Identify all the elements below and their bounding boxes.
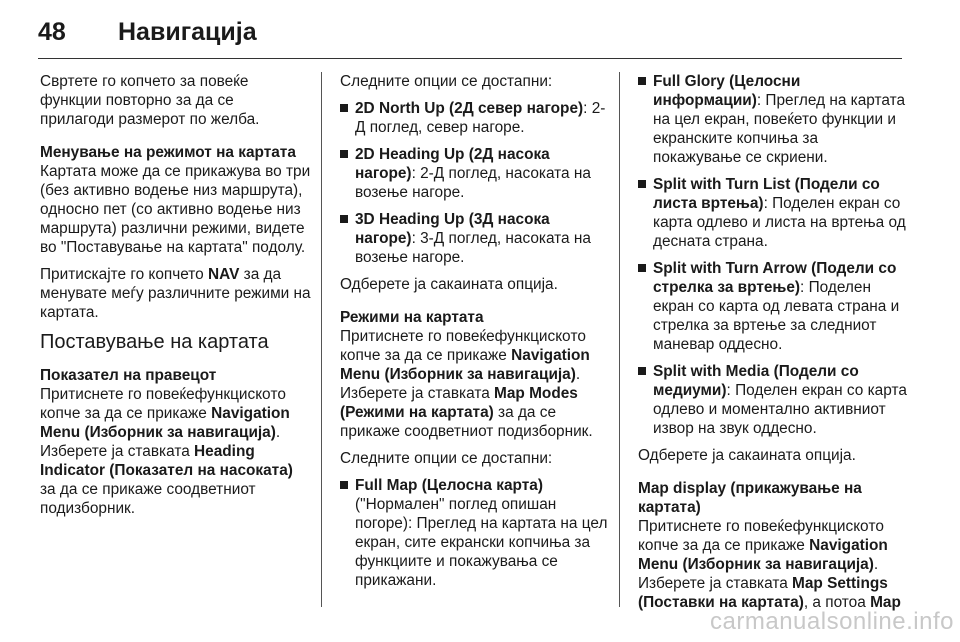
paragraph: Притискајте го копчето NAV за да менувате меѓу различните режими на картата. xyxy=(40,266,311,321)
list-item: Full Glory (Целосни информации): Преглед на картата на цел екран, повеќето функции и екранските копчиња за покажување се скриени. xyxy=(638,72,908,167)
section-heading-heading-indicator: Показател на правецот xyxy=(40,367,217,384)
square-bullet-icon xyxy=(638,180,646,188)
square-bullet-icon xyxy=(638,264,646,272)
paragraph: Свртете го копчето за повеќе функции повторно за да се прилагоди размерот по желба. xyxy=(40,73,260,128)
section-heading-map-modes: Режими на картата xyxy=(340,309,484,326)
paragraph: Одберете ја сакаината опција. xyxy=(340,276,558,293)
watermark: carmanualsonline.info xyxy=(710,608,954,635)
list-item: 3D Heading Up (3Д насока нагоре): 3-Д поглед, насоката на возење нагоре. xyxy=(340,210,610,267)
paragraph: Притиснете го повеќефункцискoто копче за да се прикаже Navigation Menu (Изборник за навигација). Изберете ја ставката Map Settings (Поставки на картата), а потоа Map xyxy=(638,518,901,611)
list-item: Split with Turn List (Подели со листа вртења): Поделен екран со карта одлево и листа на вртења од десната страна. xyxy=(638,175,908,251)
column-divider-1 xyxy=(321,72,322,607)
header-rule xyxy=(38,58,902,59)
paragraph: Одберете ја сакаината опција. xyxy=(638,447,856,464)
page-title: Навигација xyxy=(118,18,257,46)
list-item: Full Map (Целосна карта) ("Нормален" поглед опишан погоре): Преглед на картата на цел екран, сите екрански копчиња за функциите и покажувања се прикажани. xyxy=(340,476,610,590)
nav-key-label: NAV xyxy=(208,266,240,283)
paragraph: Картата може да се прикажува во три (без активно водење низ маршрута), односно пет (со активно водење низ маршрута) различни режими, видете во "Поставување на картата" подолу. xyxy=(40,163,311,256)
paragraph: Следните опции се достапни: xyxy=(340,450,553,467)
options-list xyxy=(340,476,610,590)
square-bullet-icon xyxy=(340,215,348,223)
list-item: Split with Media (Подели со медиуми): Поделен екран со карта одлево и моментално активниот извор на звук оддесно. xyxy=(638,362,908,438)
column-2 xyxy=(340,72,610,598)
paragraph: Притиснете го повеќефункцискoто копче за да се прикаже Navigation Menu (Изборник за навигација). Изберете ја ставката Map Modes (Режими на картата) за да се прикаже соодветниот подизборник. xyxy=(340,328,593,440)
column-divider-2 xyxy=(619,72,620,607)
square-bullet-icon xyxy=(638,77,646,85)
page-header xyxy=(0,0,960,64)
section-heading-map-mode: Менување на режимот на картата xyxy=(40,144,296,161)
column-3 xyxy=(638,72,908,620)
square-bullet-icon xyxy=(340,150,348,158)
paragraph: Следните опции се достапни: xyxy=(340,73,553,90)
paragraph: Притиснете го повеќефункцискoто копче за да се прикаже Navigation Menu (Изборник за навигација). Изберете ја ставката Heading Indicator (Показател на насоката) за да се прикаже соодветниот подизборник. xyxy=(40,386,293,517)
column-1 xyxy=(40,72,312,526)
options-list xyxy=(340,99,610,267)
list-item: Split with Turn Arrow (Подели со стрелка за вртење): Поделен екран со карта од левата страна и стрелка за вртење за следниот маневар оддесно. xyxy=(638,259,908,354)
section-heading-map-display: Map display (прикажување на картата) xyxy=(638,480,862,516)
square-bullet-icon xyxy=(340,104,348,112)
square-bullet-icon xyxy=(638,367,646,375)
options-list xyxy=(638,72,908,438)
page-number: 48 xyxy=(38,18,66,46)
list-item: 2D Heading Up (2Д насока нагоре): 2-Д поглед, насоката на возење нагоре. xyxy=(340,145,610,202)
square-bullet-icon xyxy=(340,481,348,489)
section-title-map-setup: Поставување на картата xyxy=(40,331,269,353)
list-item: 2D North Up (2Д север нагоре): 2-Д поглед, север нагоре. xyxy=(340,99,610,137)
